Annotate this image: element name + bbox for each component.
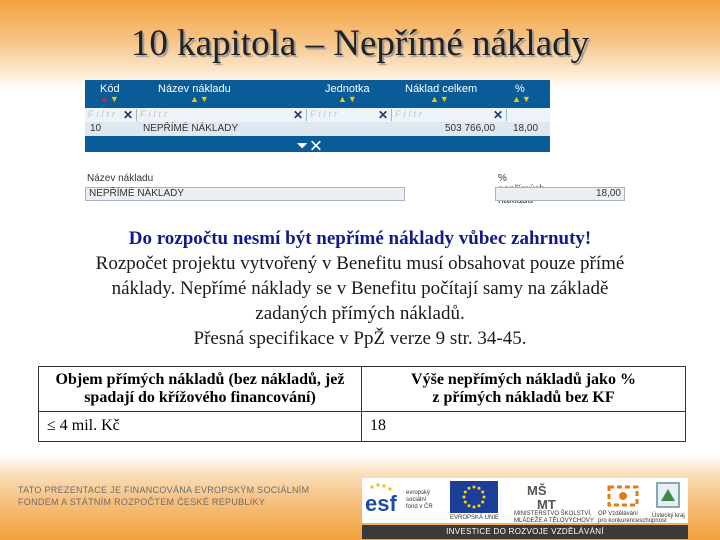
col-header-procento[interactable]: % [515,83,525,95]
logo-strip [362,478,688,523]
col-header-naklad[interactable]: Náklad celkem [405,83,478,95]
name-field[interactable]: NEPŘÍMÉ NÁKLADY [85,187,405,201]
col-header-nazev[interactable]: Název nákladu [158,83,231,95]
slide-title: 10 kapitola – Nepřímé náklady [130,23,590,64]
cell-nazev: NEPŘÍMÉ NÁKLADY [143,123,239,134]
table-header-indirect: Výše nepřímých nákladů jako % z přímých nákladů bez KF [362,367,686,412]
filter-input-jednotka[interactable]: Filtr ✕ [307,109,392,121]
filter-input-naklad[interactable]: Filtr ✕ [392,109,507,121]
slide-body [40,226,680,351]
close-icon[interactable]: ✕ [311,138,321,153]
cell-naklad-celkem: 503 766,00 [445,123,496,134]
body-line: zadaných přímých nákladů. [255,303,465,324]
eu-flag-logo [450,481,498,518]
filter-clear-icon[interactable]: ✕ [122,108,133,122]
filter-row [85,108,550,122]
body-line: Rozpočet projektu vytvořený v Benefitu musí obsahovat pouze přímé [95,253,625,274]
sort-arrows-icon[interactable]: ▲▼ [512,94,532,104]
filter-input-procento[interactable] [507,109,550,121]
cell-kod: 10 [90,123,102,134]
eu-caption: EVROPSKÁ UNIE [450,515,500,521]
table-header-direct: Objem přímých nákladů (bez nákladů, jež spadají do křížového financování) [39,367,362,412]
cost-grid [85,80,550,152]
body-line: Přesná specifikace v PpŽ verze 9 str. 34-45. [193,328,527,349]
funding-note: TATO PREZENTACE JE FINANCOVÁNA EVROPSKÝM SOCIÁLNÍM FONDEM A STÁTNÍM ROZPOČTEM ČESKÉ REPUBLIKY [18,485,310,507]
pct-field-label: % [498,173,507,184]
svg-text:MŠ: MŠ [527,483,547,498]
invest-banner: INVESTICE DO ROZVOJE VZDĚLÁVÁNÍ [362,525,688,539]
svg-text:esf: esf [365,491,397,516]
kraj-caption: Ústecký kraj [652,513,685,519]
col-header-kod[interactable]: Kód [100,83,120,95]
filter-icon[interactable]: ⏷ [297,138,308,153]
cell-procento: 18,00 [513,123,539,134]
table-row[interactable] [85,122,550,136]
pct-field[interactable]: 18,00 [495,187,625,201]
cell-indirect-percent: 18 [362,411,686,441]
cell-direct-volume: ≤ 4 mil. Kč [39,411,362,441]
filter-input-kod[interactable]: Filtr ✕ [85,109,137,121]
kraj-logo [654,481,682,516]
filter-input-nazev[interactable]: Filtr ✕ [137,109,307,121]
filter-clear-icon[interactable]: ✕ [292,108,303,122]
warning-line: Do rozpočtu nesmí být nepřímé náklady vůbec zahrnuty! [128,228,592,249]
sort-arrows-icon[interactable]: ▲▼ [190,94,210,104]
grid-toolbar [297,138,321,154]
table-row [39,411,686,441]
indirect-cost-table [38,366,686,442]
col-header-jednotka[interactable]: Jednotka [325,83,370,95]
sort-arrows-icon[interactable]: ▲▼ [338,94,358,104]
filter-clear-icon[interactable]: ✕ [377,108,388,122]
benefit-app-screenshot [85,80,621,208]
esf-caption: evropský sociální fond v ČR [406,490,433,510]
svg-text:MT: MT [537,497,556,511]
name-field-label: Název nákladu [87,173,154,184]
msmt-caption: MINISTERSTVO ŠKOLSTVÍ, MLÁDEŽE A TĚLOVÝCHOVY [514,511,594,524]
op-caption: OP Vzdělávání pro konkurenceschopnost [598,511,667,524]
sort-arrows-icon[interactable]: ▲▼ [430,94,450,104]
esf-logo [364,481,404,526]
body-line: náklady. Nepřímé náklady se v Benefitu počítají samy na základě [111,278,609,299]
filter-clear-icon[interactable]: ✕ [492,108,503,122]
sort-arrows-icon[interactable]: ▲▼ [100,94,120,104]
